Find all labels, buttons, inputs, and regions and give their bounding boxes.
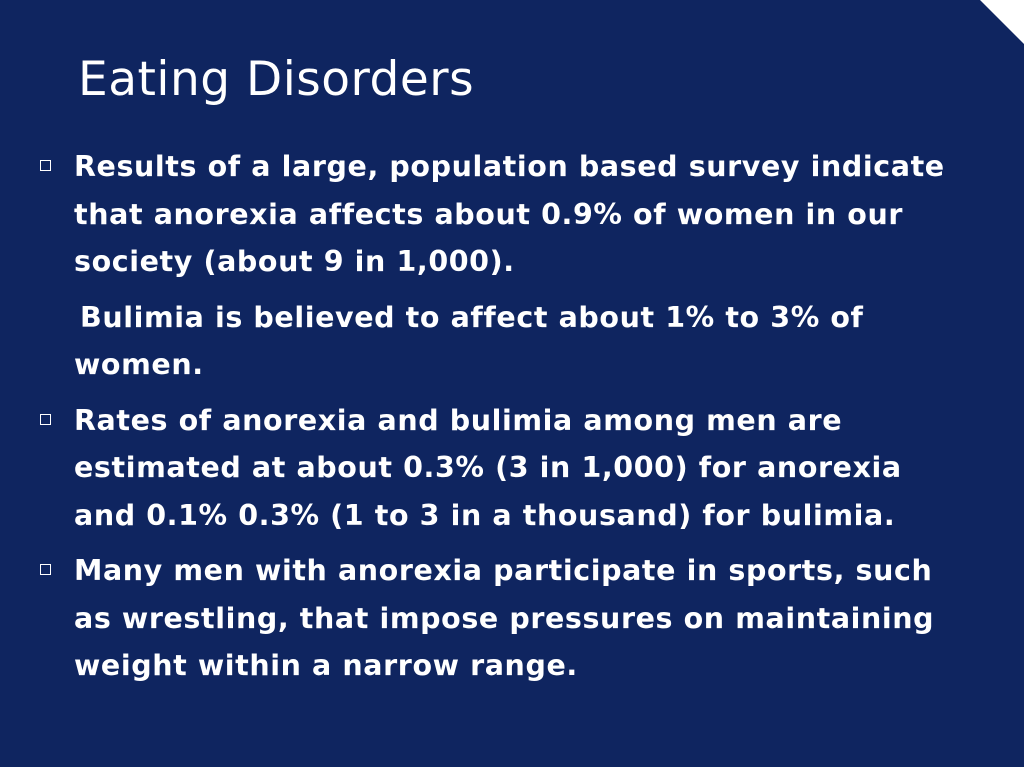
hollow-square-bullet-icon <box>40 414 51 425</box>
bullet-text-1: Results of a large, population based survey indicate that anorexia affects about 0.9% of women in our society (about 9 in 1,000). <box>74 150 945 278</box>
bullet-item-2 <box>36 397 956 540</box>
page-corner-decoration <box>980 0 1024 44</box>
slide-title: Eating Disorders <box>78 52 475 107</box>
bullet-text-2: Rates of anorexia and bulimia among men are estimated at about 0.3% (3 in 1,000) for anorexia and 0.1% 0.3% (1 to 3 in a thousand) for bulimia. <box>74 403 902 532</box>
bullet-text-3: Many men with anorexia participate in sports, such as wrestling, that impose pressures on maintaining weight within a narrow range. <box>74 554 935 682</box>
bullet-item-1 <box>36 143 956 286</box>
hollow-square-bullet-icon <box>40 160 51 171</box>
bullet-continuation-1 <box>36 294 956 389</box>
slide-content <box>36 143 956 690</box>
bullet-item-3 <box>36 547 956 690</box>
continuation-text-1: Bulimia is believed to affect about 1% to 3% of women. <box>74 300 864 381</box>
hollow-square-bullet-icon <box>40 564 51 575</box>
